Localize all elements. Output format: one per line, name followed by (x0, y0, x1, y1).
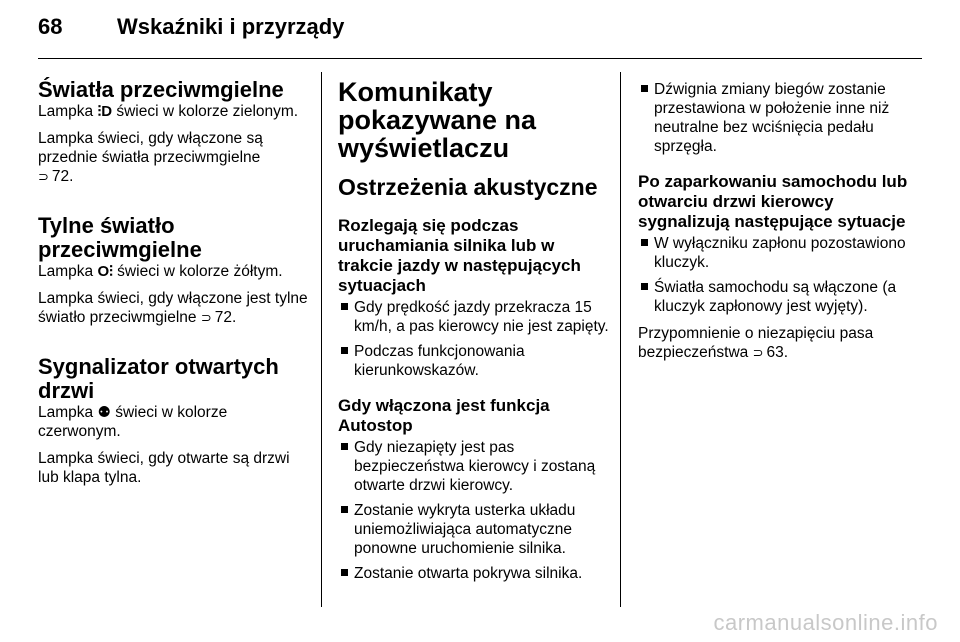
list-item-text: Gdy prędkość jazdy przekracza 15 km/h, a pas kierowcy nie jest zapięty. (354, 299, 609, 335)
text: świeci w kolorze zielonym. (112, 103, 299, 120)
list-item-text: Dźwignia zmiany biegów zostanie przestawiona w położenie inne niż neutralne bez wciśnięcia pedału sprzęgła. (654, 81, 890, 155)
column-divider (620, 72, 621, 607)
list-item-text: Zostanie otwarta pokrywa silnika. (354, 565, 583, 582)
page-reference[interactable] (38, 168, 73, 185)
text: Lampka świeci, gdy włączone są przednie światła przeciwmgielne (38, 130, 263, 166)
subheading: Rozlegają się podczas uruchamiania silnika lub w trakcie jazdy w następujących sytuacjach (338, 216, 581, 295)
paragraph (638, 324, 928, 362)
chapter-title: Komunikaty pokazywane na wyświetlaczu (338, 77, 537, 163)
bullet-list (338, 438, 610, 583)
reference-arrow-icon: ⊃ (200, 310, 212, 325)
list-item-text: Podczas funkcjonowania kierunkowskazów. (354, 343, 525, 379)
section-title-fog-lights: Światła przeciwmgielne (38, 77, 284, 102)
reference-arrow-icon: ⊃ (38, 169, 49, 184)
list-item (338, 342, 610, 380)
page-reference[interactable] (753, 344, 788, 361)
page-reference[interactable] (201, 309, 236, 326)
bullet-list (638, 234, 928, 316)
subheading: Po zaparkowaniu samochodu lub otwarciu drzwi kierowcy sygnalizują następujące sytuacje (638, 172, 908, 231)
subheading: Gdy włączona jest funkcja Autostop (338, 396, 550, 435)
rear-fog-lamp-icon: O⫶ (97, 263, 113, 280)
reference-page: 72. (214, 309, 237, 326)
list-item-text: W wyłączniku zapłonu pozostawiono kluczyk. (654, 235, 906, 271)
reference-arrow-icon: ⊃ (752, 345, 764, 360)
bullet-square-icon (641, 239, 648, 246)
text: Lampka (38, 263, 98, 280)
text: świeci w kolorze żółtym. (112, 263, 283, 280)
text: Lampka świeci, gdy włączone jest tylne światło przeciwmgielne (38, 290, 308, 326)
bullet-square-icon (341, 569, 348, 576)
paragraph (38, 403, 308, 441)
list-item (638, 234, 928, 272)
section-title-door-open: Sygnalizator otwartych drzwi (38, 354, 279, 403)
list-item (638, 80, 928, 156)
column-3 (638, 78, 928, 362)
text: Przypomnienie o niezapięciu pasa bezpieczeństwa (638, 325, 874, 361)
column-2 (338, 78, 610, 583)
watermark: carmanualsonline.info (713, 610, 938, 635)
bullet-square-icon (641, 283, 648, 290)
page-header (0, 0, 960, 60)
running-title: Wskaźniki i przyrządy (117, 14, 345, 39)
bullet-list (638, 80, 928, 156)
paragraph: Lampka świeci, gdy otwarte są drzwi lub klapa tylna. (38, 450, 290, 486)
text: Lampka (38, 103, 98, 120)
list-item (338, 438, 610, 495)
header-rule (38, 58, 922, 59)
list-item (338, 501, 610, 558)
bullet-square-icon (641, 85, 648, 92)
section-title-acoustic-warnings: Ostrzeżenia akustyczne (338, 174, 598, 200)
reference-page: 63. (766, 344, 789, 361)
paragraph (38, 102, 308, 121)
text: Lampka (38, 404, 98, 421)
text: świeci w kolorze czerwonym. (38, 404, 228, 440)
bullet-list (338, 298, 610, 380)
paragraph (38, 289, 308, 327)
reference-page: 72. (51, 168, 74, 185)
bullet-square-icon (341, 506, 348, 513)
paragraph (38, 262, 308, 281)
list-item (338, 564, 610, 583)
list-item (338, 298, 610, 336)
front-fog-lamp-icon: ⫶D (97, 103, 113, 120)
bullet-square-icon (341, 443, 348, 450)
bullet-square-icon (341, 347, 348, 354)
paragraph (38, 129, 308, 186)
column-divider (321, 72, 322, 607)
list-item (638, 278, 928, 316)
list-item-text: Gdy niezapięty jest pas bezpieczeństwa kierowcy i zostaną otwarte drzwi kierowcy. (354, 439, 596, 494)
page-number: 68 (38, 14, 63, 39)
list-item-text: Zostanie wykryta usterka układu uniemożliwiająca automatyczne ponowne uruchomienie silnika. (354, 502, 576, 557)
bullet-square-icon (341, 303, 348, 310)
list-item-text: Światła samochodu są włączone (a kluczyk zapłonowy jest wyjęty). (654, 279, 897, 315)
door-open-icon: ⚉ (97, 404, 111, 421)
section-title-rear-fog-light: Tylne światło przeciwmgielne (38, 213, 202, 262)
column-1 (38, 78, 308, 487)
